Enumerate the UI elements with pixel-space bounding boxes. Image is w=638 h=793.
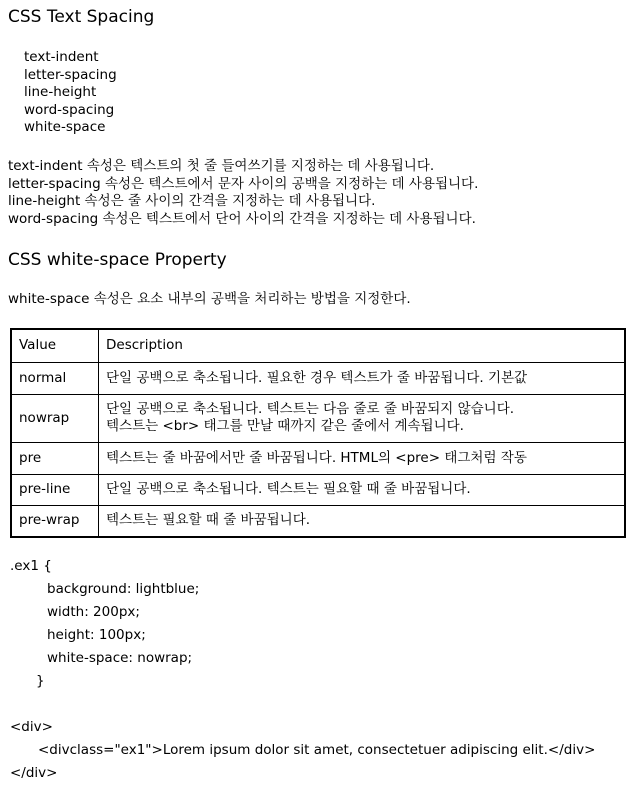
description-line: line-height 속성은 줄 사이의 간격을 지정하는 데 사용됩니다. (8, 193, 376, 209)
value-cell: pre-line (11, 474, 99, 505)
code-line: <divclass="ex1">Lorem ipsum dolor sit amet, consectetuer adipiscing elit.</div> (38, 742, 596, 758)
description-line: 텍스트는 <br> 태그를 만날 때까지 같은 줄에서 계속됩니다. (106, 418, 464, 434)
description-line: 단일 공백으로 축소됩니다. 필요한 경우 텍스트가 줄 바꿈됩니다. 기본값 (106, 369, 528, 386)
value-cell: normal (11, 362, 99, 394)
property-item: word-spacing (24, 101, 115, 118)
table-row (11, 362, 625, 394)
section-title-text-spacing: CSS Text Spacing (8, 7, 155, 27)
white-space-table (10, 328, 626, 538)
description-line: 텍스트는 필요할 때 줄 바꿈됩니다. (106, 512, 311, 529)
description-cell (99, 394, 626, 442)
code-blank-line (10, 693, 595, 716)
description-line: 텍스트는 줄 바꿈에서만 줄 바꿈됩니다. HTML의 <pre> 태그처럼 작동 (106, 449, 527, 466)
description-cell (99, 362, 626, 394)
description-line: word-spacing 속성은 텍스트에서 단어 사이의 간격을 지정하는 데 사용됩니다. (8, 210, 476, 227)
value-cell: pre (11, 442, 99, 474)
table-header-row (11, 329, 625, 362)
code-line: <div> (10, 719, 53, 735)
header-description: Description (99, 329, 626, 362)
property-item: white-space (24, 119, 106, 135)
description-cell (99, 442, 626, 474)
table-row (11, 442, 625, 474)
section-title-white-space: CSS white-space Property (8, 250, 227, 270)
description-line: 단일 공백으로 축소됩니다. 텍스트는 다음 줄로 줄 바꿈되지 않습니다. (106, 401, 515, 417)
property-list (24, 49, 117, 137)
property-item: letter-spacing (24, 66, 117, 83)
table-row (11, 505, 625, 537)
value-cell: pre-wrap (11, 505, 99, 537)
code-line: height: 100px; (47, 627, 146, 643)
code-line: } (36, 673, 45, 689)
header-value: Value (11, 329, 99, 362)
table-row (11, 474, 625, 505)
code-line: background: lightblue; (47, 581, 200, 597)
code-line: white-space: nowrap; (47, 650, 193, 666)
description-cell (99, 505, 626, 537)
table-row (11, 394, 625, 442)
code-example (10, 555, 595, 785)
property-descriptions (8, 158, 478, 228)
code-line: width: 200px; (47, 604, 140, 620)
code-line: .ex1 { (10, 558, 52, 574)
description-line: text-indent 속성은 텍스트의 첫 줄 들여쓰기를 지정하는 데 사용됩니다. (8, 158, 435, 174)
property-item: line-height (24, 84, 97, 100)
description-cell (99, 474, 626, 505)
description-line: letter-spacing 속성은 텍스트에서 문자 사이의 공백을 지정하는 데 사용됩니다. (8, 175, 479, 192)
description-line: 단일 공백으로 축소됩니다. 텍스트는 필요할 때 줄 바꿈됩니다. (106, 481, 471, 497)
property-item: text-indent (24, 49, 99, 65)
value-cell: nowrap (11, 394, 99, 442)
white-space-intro: white-space 속성은 요소 내부의 공백을 처리하는 방법을 지정한다. (8, 291, 411, 307)
code-line: </div> (10, 765, 58, 781)
